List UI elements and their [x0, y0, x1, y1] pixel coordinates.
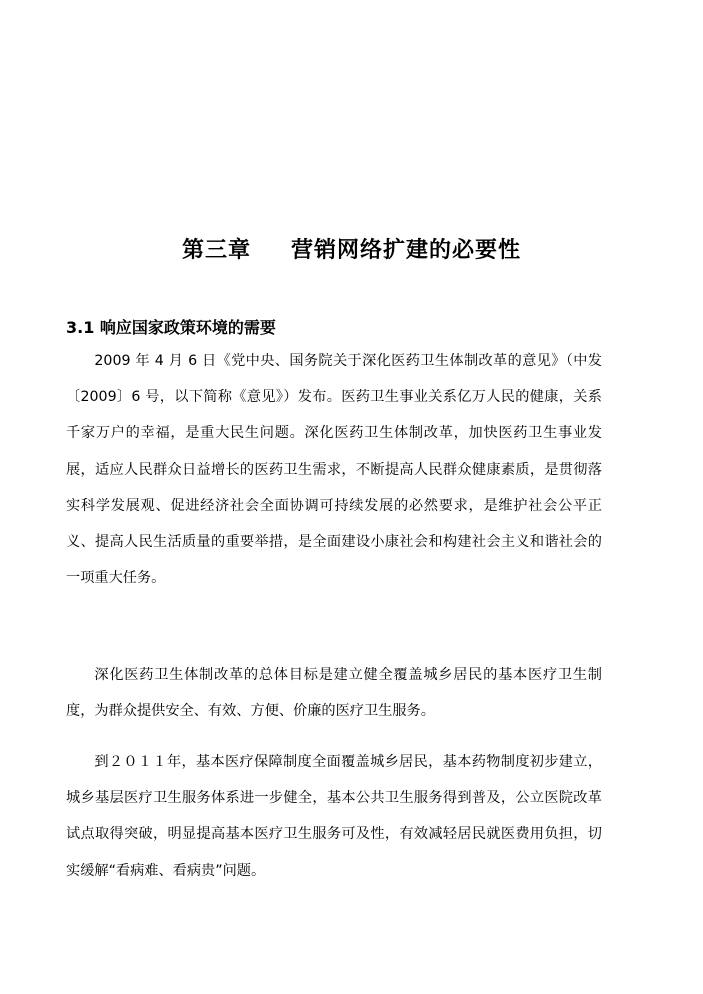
body-paragraph: 深化医药卫生体制改革的总体目标是建立健全覆盖城乡居民的基本医疗卫生制度，为群众提供安全、有效、方便、价廉的医疗卫生服务。 [66, 667, 602, 720]
section-heading: 3.1 响应国家政策环境的需要 [66, 318, 276, 337]
chapter-name: 营销网络扩建的必要性 [291, 238, 522, 263]
chapter-title [0, 236, 703, 266]
body-paragraph: 到２０１１年，基本医疗保障制度全面覆盖城乡居民，基本药物制度初步建立，城乡基层医疗卫生服务体系进一步健全，基本公共卫生服务得到普及，公立医院改革试点取得突破，明显提高基本医疗卫生服务可及性，有效减轻居民就医费用负担，切实缓解“看病难、看病贵”问题。 [66, 754, 602, 879]
body-paragraph: 2009 年 4 月 6 日《党中央、国务院关于深化医药卫生体制改革的意见》（中发〔2009〕6 号，以下简称《意见》）发布。医药卫生事业关系亿万人民的健康，关系千家万户的幸福，是重大民生问题。深化医药卫生体制改革，加快医药卫生事业发展，适应人民群众日益增长的医药卫生需求，不断提高人民群众健康素质，是贯彻落实科学发展观、促进经济社会全面协调可持续发展的必然要求，是维护社会公平正义、提高人民生活质量的重要举措，是全面建设小康社会和构建社会主义和谐社会的一项重大任务。 [66, 353, 602, 587]
chapter-number: 第三章 [181, 238, 251, 263]
